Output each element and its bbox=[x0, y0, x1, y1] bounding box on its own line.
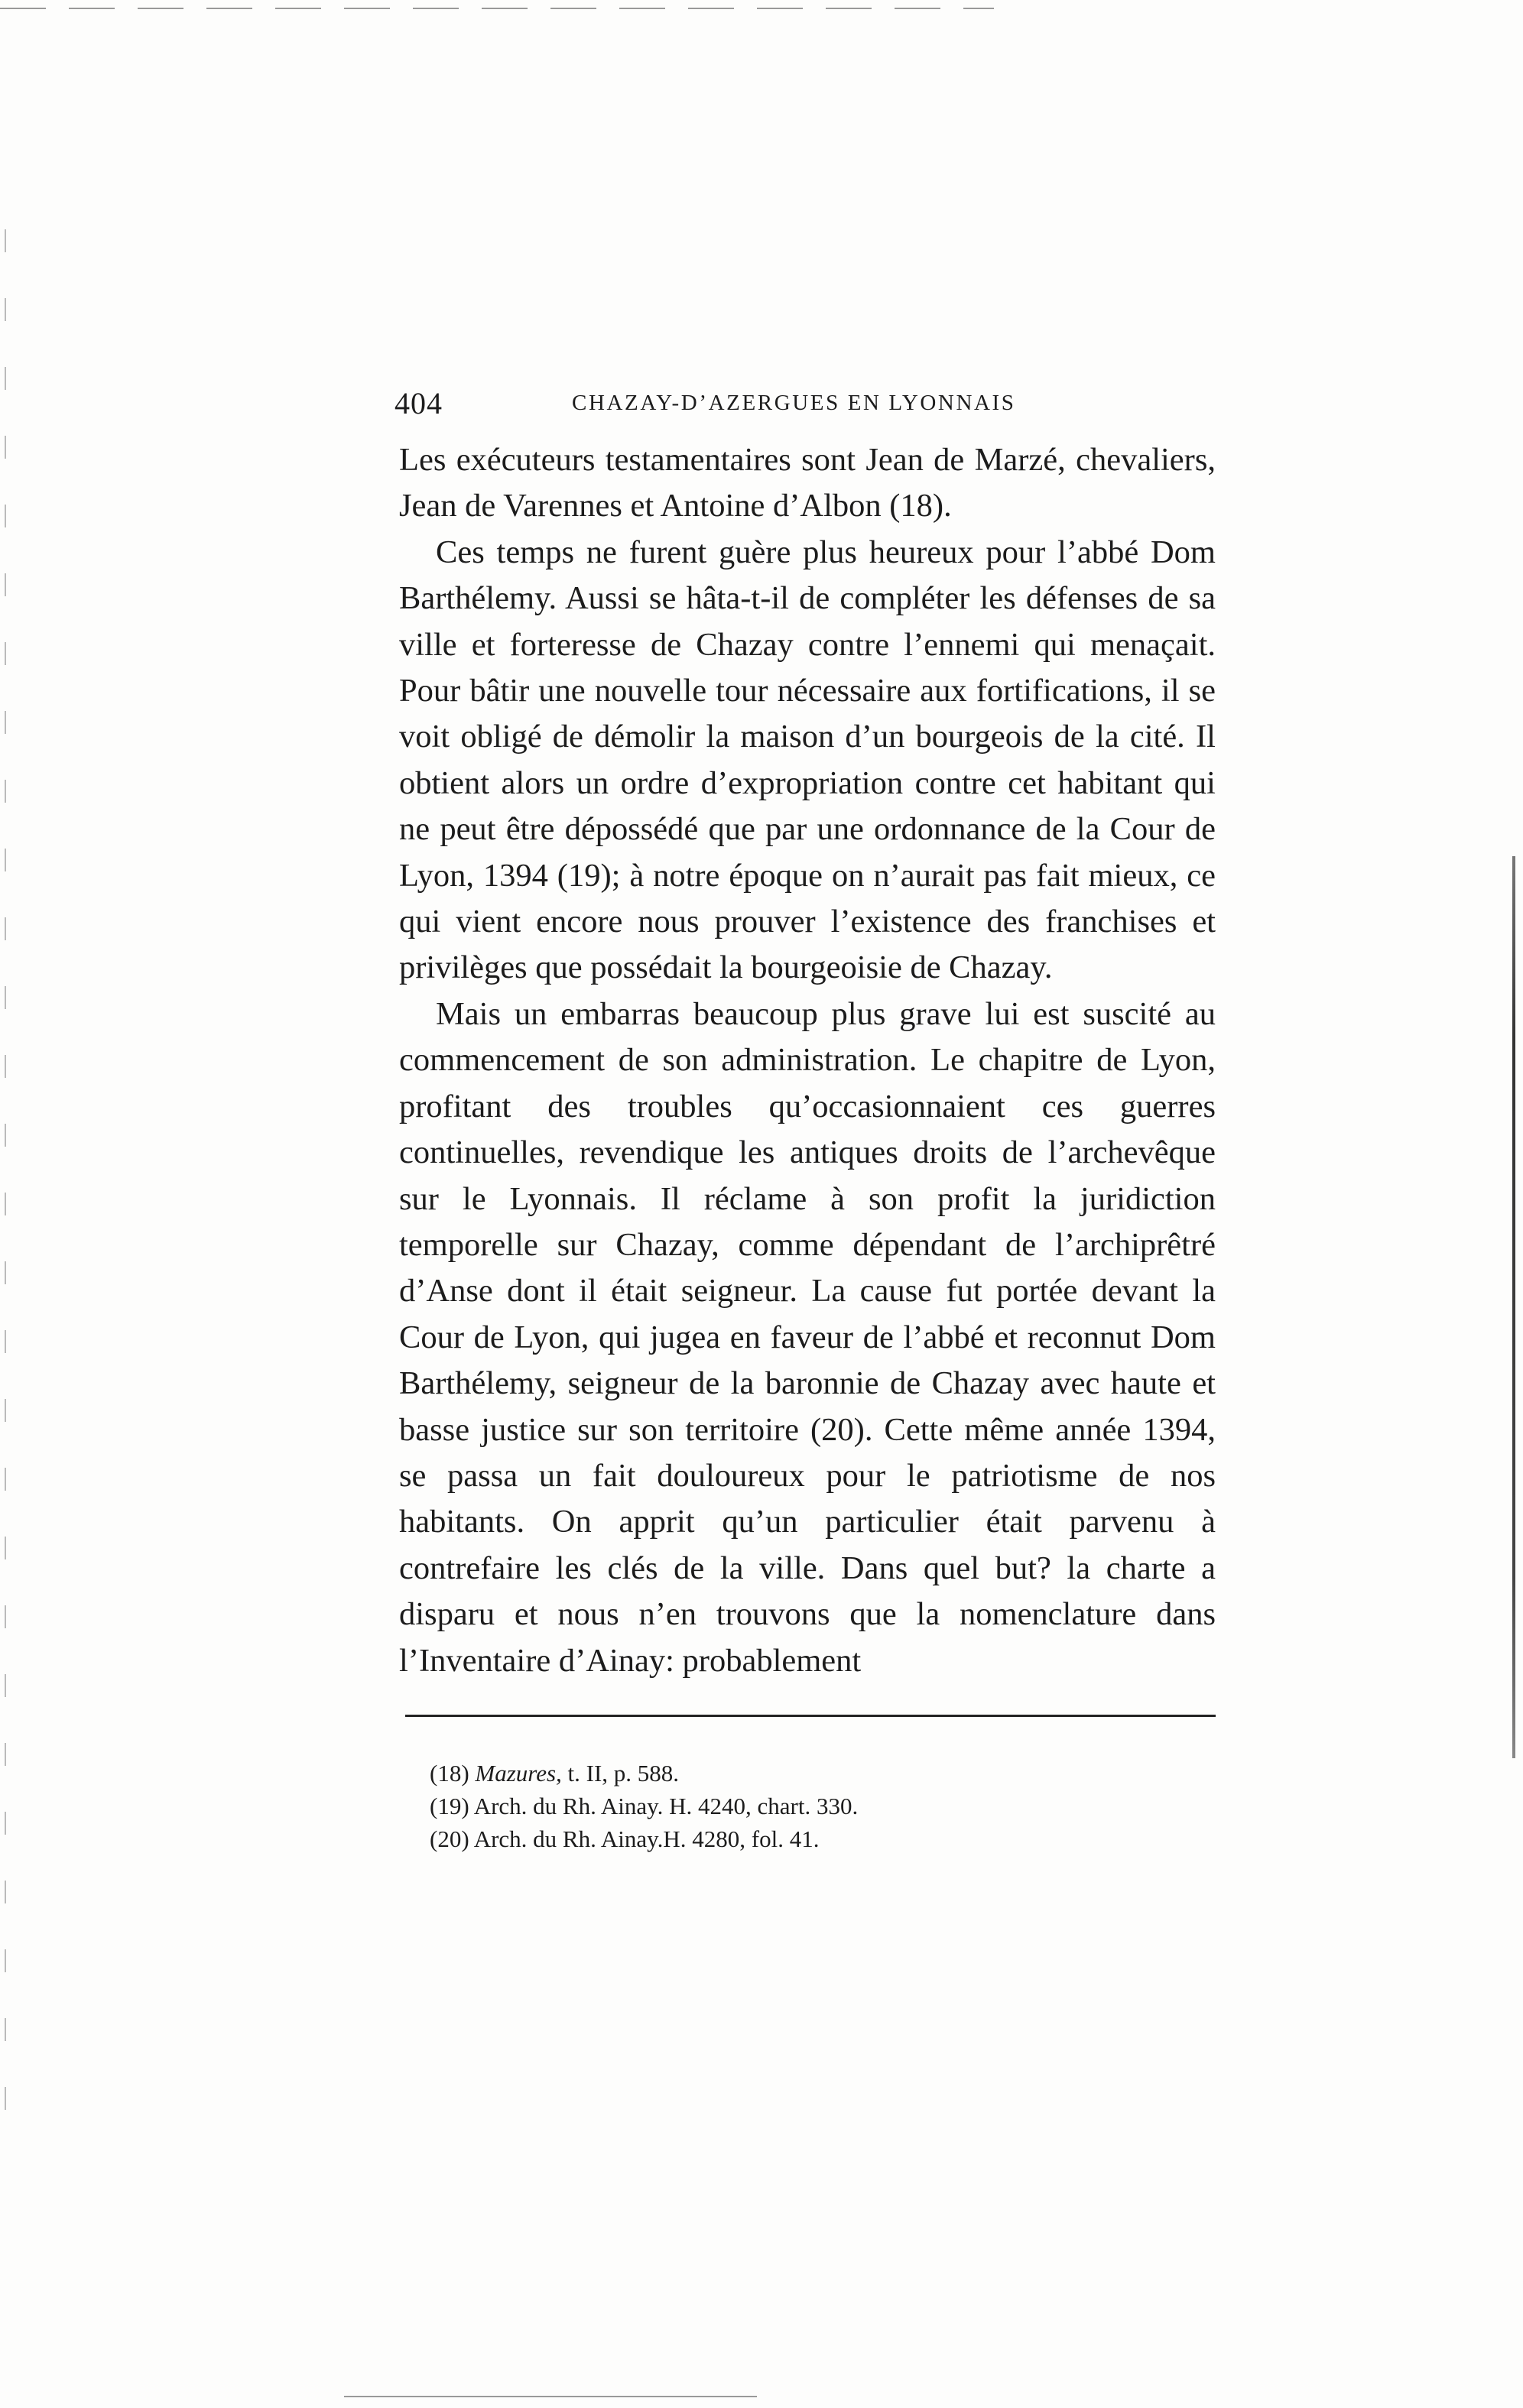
footnote-item bbox=[430, 1790, 1194, 1822]
footnote-text: t. II, p. 588. bbox=[561, 1760, 680, 1787]
footnote-number: (20) bbox=[430, 1825, 469, 1852]
scan-edge-bottom bbox=[344, 2396, 757, 2397]
running-title: CHAZAY-D’AZERGUES EN LYONNAIS bbox=[572, 391, 1016, 415]
paragraph: Les exécuteurs testamentaires sont Jean de Marzé, chevaliers, Jean de Varennes et Antoine d’Albon (18). bbox=[399, 442, 1216, 524]
footnote-divider bbox=[405, 1715, 1216, 1717]
footnote-number: (19) bbox=[430, 1793, 469, 1819]
page-number: 404 bbox=[395, 386, 443, 420]
paragraph: Ces temps ne furent guère plus heureux pour l’abbé Dom Barthélemy. Aussi se hâta-t-il de compléter les défenses de sa ville et forteresse de Chazay contre l’ennemi qui menaçait. Pour bâtir une nouvelle tour nécessaire aux fortifications, il se voit obligé de démolir la maison d’un bourgeois de la cité. Il obtient alors un ordre d’expropriation contre cet habitant qui ne peut être dépossédé que par une ordonnance de la Cour de Lyon, 1394 (19); à notre époque on n’aurait pas fait mieux, ce qui vient encore nous prouver l’existence des franchises et privilèges que possédait la bourgeoisie de Chazay. bbox=[399, 534, 1216, 986]
footnote-text: Arch. du Rh. Ainay. H. 4240, chart. 330. bbox=[473, 1793, 859, 1819]
page-header bbox=[395, 381, 1216, 427]
footnotes bbox=[430, 1757, 1194, 1855]
paragraph: Mais un embarras beaucoup plus grave lui est suscité au commencement de son administration. Le chapitre de Lyon, profitant des troubles qu’occasionnaient ces guerres continuelles, revendique les antiques droits de l’archevêque sur le Lyonnais. Il réclame à son profit la juridiction temporelle sur Chazay, comme dépendant de l’archiprêtré d’Anse dont il était seigneur. La cause fut portée devant la Cour de Lyon, qui jugea en faveur de l’abbé et reconnut Dom Barthélemy, seigneur de la baronnie de Chazay avec haute et basse justice sur son territoire (20). Cette même année 1394, se passa un fait douloureux pour le patriotisme de nos habitants. On apprit qu’un particulier était parvenu à contrefaire les clés de la ville. Dans quel but? la charte a disparu et nous n’en trouvons que la nomenclature dans l’Inventaire d’Ainay: probablement bbox=[399, 995, 1216, 1679]
footnote-item bbox=[430, 1822, 1194, 1855]
footnote-title: Mazures, bbox=[475, 1760, 562, 1787]
body-text bbox=[399, 437, 1216, 1684]
footnote-text: Arch. du Rh. Ainay.H. 4280, fol. 41. bbox=[473, 1825, 820, 1852]
scan-edge-left bbox=[5, 229, 6, 2140]
scan-edge-right bbox=[1512, 856, 1515, 1758]
footnote-number: (18) bbox=[430, 1760, 469, 1787]
scan-edge-top bbox=[0, 8, 994, 9]
footnote-item bbox=[430, 1757, 1194, 1790]
